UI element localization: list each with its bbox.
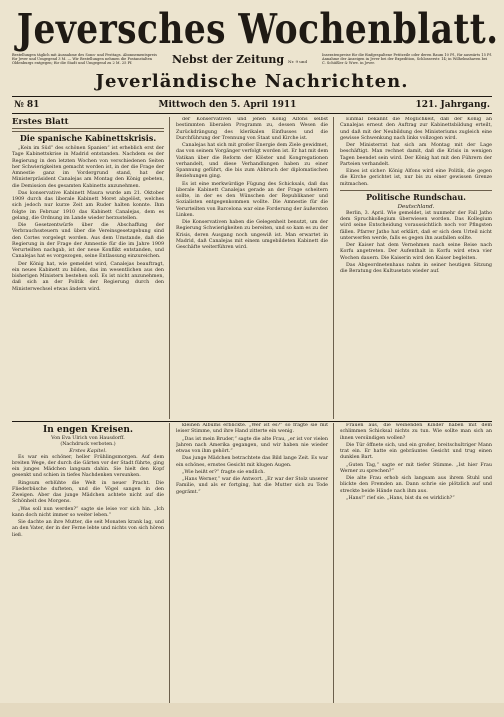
- serial-author: Von Eva Ulrich von Hausdorff.: [51, 436, 125, 441]
- subhead-right: Inseratenpreise für die fünfgespaltene Petitzeile oder deren Raum 10 Pf., für auswärts 15 Pf. Annahme der Anzeigen in Jever bei der Expedition, Schlosserstr. 14; in Wilhelmshaven bei C. Schüßler & Wwe. in Jever.: [322, 53, 492, 66]
- paragraph: Die Konservativen haben die Gelegenheit benutzt, um der Regierung Schwierigkeiten zu bereiten, und so kam es zu der Krisis, deren Ausgang noch ungewiß ist. Man erwartet in Madrid, daß Canalejas mit einem umgebildeten Kabinett die Geschäfte weiterführen wird.: [176, 220, 328, 250]
- paragraph: Die Gesetzentwürfe über die Abschaffung der Verbrauchssteuern und über die Vereinsgesetzgebung sind den Cortes vorgelegt worden. Aus dem Umstande, daß die Regierung in der Frage der Amnestie für die im Jahre 1909 Verurteilten nachgab, ist der neue Konflikt entstanden, und Canalejas hat es vorgezogen, seine Entlassung einzureichen.: [12, 223, 164, 260]
- serial-column-2: [176, 423, 334, 715]
- paragraph: „Wie heißt er?“ fragte sie endlich.: [182, 469, 265, 475]
- paragraph: Berlin, 3. April. Wie gemeldet, ist nunmehr der Fall Jatho dem Spruchkollegium überwiesen worden. Das Kollegium wird seine Entscheidung voraussichtlich noch vor Pfingsten fällen. Pfarrer Jatho hat erklärt, daß er sich dem Urteil nicht unterwerfen werde, falls es gegen ihn ausfallen sollte.: [340, 210, 492, 241]
- lower-columns: [12, 423, 492, 715]
- paragraph: Ringsum erblühte die Welt in neuer Pracht. Die Fliederbüsche dufteten, und die Vögel sangen in den Zweigen. Aber das junge Mädchen achtete nicht auf die Schönheit des Morgens.: [12, 480, 164, 505]
- page-edge: [0, 703, 504, 717]
- paragraph: Das junge Mädchen betrachtete das Bild lange Zeit. Es war ein schönes, ernstes Gesicht mit klugen Augen.: [176, 456, 328, 468]
- article-title: Die spanische Kabinettskrisis.: [12, 131, 164, 144]
- paragraph: Die alte Frau erhob sich langsam aus ihrem Stuhl und blickte den Fremden an. Dann schrie sie plötzlich auf und streckte beide Hände nach ihm aus.: [340, 476, 492, 494]
- paragraph: Das konservative Kabinett Maura wurde am 21. Oktober 1909 durch das liberale Kabinett Moret abgelöst, welches sich jedoch nur kurze Zeit am Ruder halten konnte. Ihm folgte im Februar 1910 das Kabinett Canalejas, dem es gelang, die Ordnung im Lande wieder herzustellen.: [12, 190, 164, 221]
- subhead-mid-text: Nebst der Zeitung: [171, 53, 285, 66]
- paragraph: Der Kaiser hat dem Vernehmen nach seine Reise nach Korfu angetreten. Der Aufenthalt in Korfu wird etwa vier Wochen dauern. Die Kaiserin wird den Kaiser begleiten.: [340, 243, 492, 261]
- paragraph: „Hans!“ rief sie. „Hans, bist du es wirklich?“: [346, 495, 455, 501]
- paragraph: Es ist eine merkwürdige Fügung des Schicksals, daß das liberale Kabinett Canalejas gerade an der Frage scheitern sollte, in der es den Wünschen der Republikaner und Sozialisten entgegenkommen wollte. Die Amnestie für die Verurteilten von Barcelona war eine Forderung der äußersten Linken.: [176, 181, 328, 218]
- serial-chapter: Erstes Kapitel.: [69, 448, 107, 454]
- issue-number: № 81: [14, 100, 40, 110]
- masthead: Jeversches Wochenblatt.: [16, 5, 499, 53]
- issue-date: Mittwoch den 5. April 1911: [158, 100, 297, 110]
- paragraph: Sie dachte an ihre Mutter, die seit Monaten krank lag, und an den Vater, der in der Ferne lebte und nichts von sich hören ließ.: [12, 520, 164, 538]
- serial-column-1: [12, 423, 170, 715]
- header: [12, 5, 499, 114]
- paragraph: Die Tür öffnete sich, und ein großer, breitschultriger Mann trat ein. Er hatte ein gebräuntes Gesicht und trug einen dunklen Bart.: [340, 442, 492, 461]
- paragraph: „Guten Tag,“ sagte er mit tiefer Stimme. „Ist hier Frau Werner zu sprechen?“: [340, 462, 492, 474]
- paragraph: Einmal bekannt die Möglichkeit, daß der König an Canalejas erneut den Auftrag zur Kabinettsbildung erteilt, und daß mit der Neubildung des Ministeriums zugleich eine gewisse Schwenkung nach links vollzogen wird.: [340, 117, 492, 141]
- rubric-title: Politische Rundschau.: [340, 190, 492, 203]
- section-label: Erstes Blatt: [12, 117, 164, 129]
- paragraph: Der Ministerrat hat sich am Montag mit der Lage beschäftigt. Man rechnet damit, daß die Krisis in wenigen Tagen beendet sein wird. Der König hat mit den Führern der Parteien verhandelt.: [340, 143, 492, 167]
- dateline: [12, 96, 492, 114]
- feuilleton-rule: [12, 421, 492, 422]
- paragraph: Der König hat, wie gemeldet wird, Canalejas beauftragt, ein neues Kabinett zu bilden, das im wesentlichen aus den bisherigen Ministern bestehen soll. Es ist nicht anzunehmen, daß sich an der Politik der Regierung durch den Ministerwechsel etwas ändern wird.: [12, 261, 164, 292]
- subhead-mid: [157, 53, 322, 69]
- volume-year: 121. Jahrgang.: [415, 100, 490, 110]
- paragraph: „Was soll nun werden?“ sagte sie leise vor sich hin. „Ich kann doch nicht immer so weiter leben.“: [12, 506, 164, 518]
- supplement-title: Jeverländische Nachrichten.: [95, 71, 409, 92]
- upper-columns: [12, 117, 492, 419]
- subhead-left: Bestellungen täglich mit Ausnahme des Sonn- und Festtags. Abonnementspreis für Jever und Umgegend 3 M. — Wir Bestellungen nehmen die Postanstalten Oldenburgs entgegen; für die Stadt und Umgegend zu 2 M. 25 Pf.: [12, 53, 157, 66]
- paragraph: Eines ist sicher: König Alfons wird eine Politik, die gegen die Kirche gerichtet ist, nur bis zu einer gewissen Grenze mitmachen.: [340, 169, 492, 187]
- serial-title: In engen Kreisen.: [42, 425, 134, 435]
- column-3: [340, 117, 492, 419]
- paragraph: „Kein im Süd“ des schönen Spanien“ ist erheblich erst der Tage Kabinettskrise in Madrid entstanden. Nachdem es der Regierung in den letzten Wochen von verschiedenen Seiten her Schwierigkeiten gemacht worden ist, in der die Frage der Amnestie ganz im Vordergrund stand, hat der Ministerpräsident Canalejas am Montag den König gebeten, die Demission des gesamten Kabinetts anzunehmen.: [12, 146, 164, 189]
- paragraph: Frauen aus, die weinenden Kinder haben mit dem schlimmen Schicksal nichts zu tun. Wie sollte man sich an ihnen versündigen wollen?: [340, 423, 492, 441]
- paragraph: Das Abgeordnetenhaus nahm in seiner heutigen Sitzung die Beratung des Kultusetats wieder auf.: [340, 262, 492, 274]
- paragraph: „Hans Werner,“ war die Antwort. „Er war der Stolz unserer Familie, und als er fortging, hat die Mutter sich zu Tode gegrämt.“: [176, 477, 328, 495]
- paragraph: „Das ist mein Bruder,“ sagte die alte Frau, „er ist vor vielen Jahren nach Amerika gegangen, und wir haben nie wieder etwas von ihm gehört.“: [176, 436, 328, 454]
- rubric-subtitle: Deutschland.: [397, 203, 435, 210]
- subhead-nr: Nr. 9 und: [287, 59, 308, 64]
- paragraph: Es war ein schöner, heller Frühlingsmorgen. Auf dem breiten Wege, der durch die Gärten vor der Stadt führte, ging ein junges Mädchen langsam dahin. Sie hielt den Kopf gesenkt und schien in tiefes Nachdenken versunken.: [12, 454, 164, 479]
- column-2: [176, 117, 334, 419]
- paragraph: der Konservativen und jenen König Alfons selbst bestimmten liberalen Programm zu, dessen Wesen die Zurückdrängung des klerikalen Einflusses und die Durchführung der Trennung von Staat und Kirche ist.: [176, 117, 328, 141]
- serial-column-3: [340, 423, 492, 715]
- serial-note: (Nachdruck verboten.): [60, 442, 116, 447]
- paragraph: Canalejas hat sich mit großer Energie dem Ziele gewidmet, das von seinem Vorgänger verfolgt worden ist. Er hat mit dem Vatikan über die Reform der Klöster und Kongregationen verhandelt, und diese Verhandlungen haben zu einer Spannung geführt, die bis zum Abbruch der diplomatischen Beziehungen ging.: [176, 143, 328, 180]
- paragraph: kleinen Albums erblickte. „Wer ist es?“ so fragte sie mit leiser Stimme, und ihre Hand zitterte ein wenig.: [176, 423, 328, 435]
- column-1: [12, 117, 170, 419]
